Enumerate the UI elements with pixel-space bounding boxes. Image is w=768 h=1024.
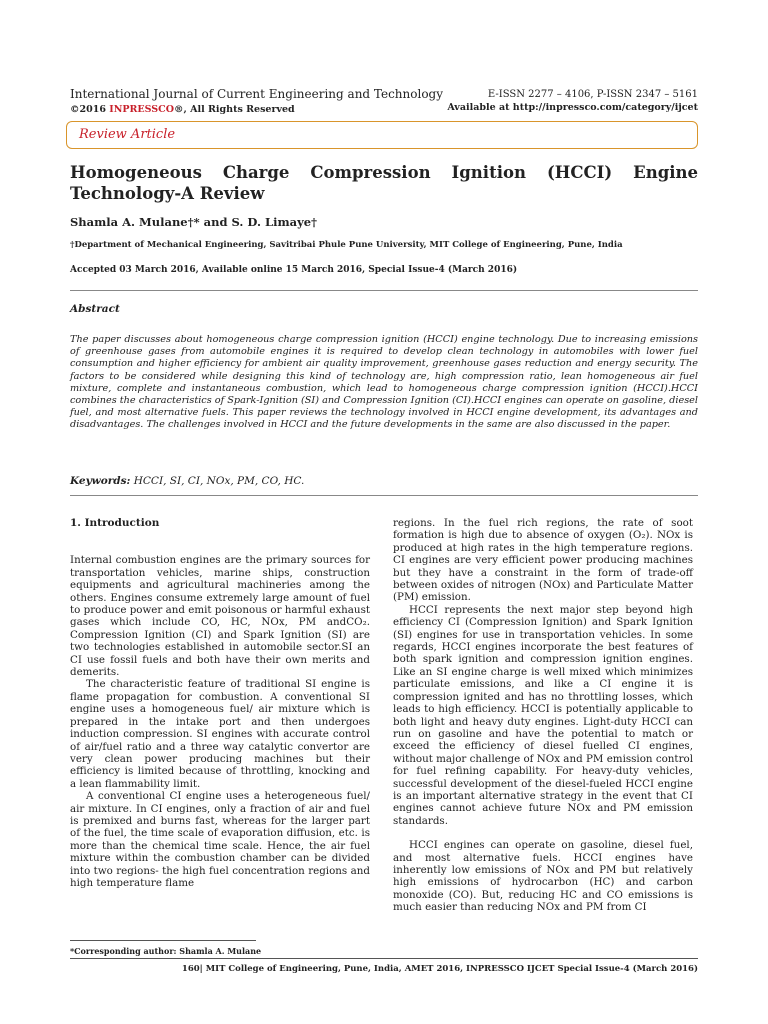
abstract-heading: Abstract bbox=[70, 303, 120, 315]
journal-name: International Journal of Current Engineering and Technology bbox=[70, 87, 444, 101]
affiliation: †Department of Mechanical Engineering, Savitribai Phule Pune University, MIT College of Engineering, Pune, India bbox=[70, 240, 623, 250]
publication-dates: Accepted 03 March 2016, Available online 15 March 2016, Special Issue-4 (March 2016) bbox=[70, 265, 518, 275]
paragraph: regions. In the fuel rich regions, the rate of soot formation is high due to absence of oxygen (O₂). NOx is produced at high rates in the high temperature regions. CI engines are very efficient power producing machines but they have a constraint in the form of trade-off between oxides of nitrogen (NOx) and Particulate Matter (PM) emission. bbox=[393, 517, 693, 604]
divider bbox=[70, 495, 698, 496]
availability-link[interactable]: Available at http://inpressco.com/category/ijcet bbox=[447, 102, 698, 113]
paragraph: HCCI represents the next major step beyond high efficiency CI (Compression Ignition) and Spark Ignition (SI) engines for use in transportation vehicles. In some regards, HCCI engines incorporate the best features of both spark ignition and compression ignition engines. Like an SI engine charge is well mixed which minimizes particulate emissions, and like a CI engine it is compression ignited and has no throttling losses, which leads to high efficiency. HCCI is potentially applicable to both light and heavy duty engines. Light-duty HCCI can run on gasoline and have the potential to match or exceed the efficiency of diesel fuelled CI engines, without major challenge of NOx and PM emission control for fuel refining capability. For heavy-duty vehicles, successful development of the diesel-fueled HCCI engine is an important alternative strategy in the event that CI engines cannot achieve future NOx and PM emission standards. bbox=[393, 603, 693, 827]
publisher-name: INPRESSCO bbox=[109, 104, 175, 115]
issn: E-ISSN 2277 – 4106, P-ISSN 2347 – 5161 bbox=[487, 89, 698, 100]
copyright-prefix: ©2016 bbox=[70, 104, 110, 115]
paragraph: Internal combustion engines are the primary sources for transportation vehicles, marine ships, construction equipments and agricultural machineries among the others. Engines consume extremely large amount of fuel to produce power and emit poisonous or harmful exhaust gases which include CO, HC, NOx, PM andCO₂. Compression Ignition (CI) and Spark Ignition (SI) are two technologies established in automobile sector.SI an CI use fossil fuels and both have their own merits and demerits. bbox=[70, 554, 370, 679]
paragraph: The characteristic feature of traditional SI engine is flame propagation for combustion. A conventional SI engine uses a homogeneous fuel/ air mixture which is prepared in the intake port and then undergoes induction compression. SI engines with accurate control of air/fuel ratio and a three way catalytic convertor are very clean power producing machines but their efficiency is limited because of throttling, knocking and a lean flammability limit. bbox=[70, 678, 370, 790]
paragraph: A conventional CI engine uses a heterogeneous fuel/ air mixture. In CI engines, only a fraction of air and fuel is premixed and burns fast, whereas for the larger part of the fuel, the time scale of evaporation diffusion, etc. is more than the chemical time scale. Hence, the air fuel mixture within the combustion chamber can be divided into two regions- the high fuel concentration regions and high temperature flame bbox=[70, 790, 370, 889]
keywords bbox=[70, 475, 304, 487]
article-type: Review Article bbox=[79, 127, 176, 142]
copyright-suffix: ®, All Rights Reserved bbox=[174, 104, 295, 115]
footer-rule bbox=[70, 958, 698, 959]
paragraph: HCCI engines can operate on gasoline, diesel fuel, and most alternative fuels. HCCI engines have inherently low emissions of NOx and PM but relatively high emissions of hydrocarbon (HC) and carbon monoxide (CO). But, reducing HC and CO emissions is much easier than reducing NOx and PM from CI bbox=[393, 839, 693, 914]
column-left bbox=[70, 517, 370, 889]
issn-block bbox=[447, 88, 698, 114]
column-right bbox=[393, 517, 693, 914]
divider bbox=[70, 290, 698, 291]
copyright-line bbox=[70, 103, 443, 116]
journal-header bbox=[70, 88, 443, 116]
keywords-label: Keywords: bbox=[70, 475, 131, 487]
keywords-text: HCCI, SI, CI, NOx, PM, CO, HC. bbox=[130, 475, 305, 487]
corresponding-author-note: *Corresponding author: Shamla A. Mulane bbox=[70, 946, 262, 956]
authors: Shamla A. Mulane†* and S. D. Limaye† bbox=[70, 215, 318, 229]
page-footer: 160| MIT College of Engineering, Pune, India, AMET 2016, INPRESSCO IJCET Special Issue-4 (March 2016) bbox=[181, 964, 698, 974]
section-heading: 1. Introduction bbox=[70, 517, 160, 529]
abstract-text: The paper discusses about homogeneous charge compression ignition (HCCI) engine technology. Due to increasing emissions of greenhouse gases from automobile engines it is required to develop clean technology in automobiles with lower fuel consumption and higher efficiency for ambient air quality improvement, greenhouse gases reduction and energy security. The factors to be considered while designing this kind of technology are, high compression ratio, lean homogeneous air fuel mixture, complete and instantaneous combustion, which lead to homogeneous charge compression ignition (HCCI).HCCI combines the characteristics of Spark-Ignition (SI) and Compression Ignition (CI).HCCI engines can operate on gasoline, diesel fuel, and most alternative fuels. This paper reviews the technology involved in HCCI engine development, its advantages and disadvantages. The challenges involved in HCCI and the future developments in the same are also discussed in the paper. bbox=[70, 334, 698, 431]
paper-title: Homogeneous Charge Compression Ignition (HCCI) Engine Technology-A Review bbox=[70, 163, 698, 203]
footnote-rule bbox=[70, 940, 256, 941]
article-type-box bbox=[66, 121, 698, 149]
